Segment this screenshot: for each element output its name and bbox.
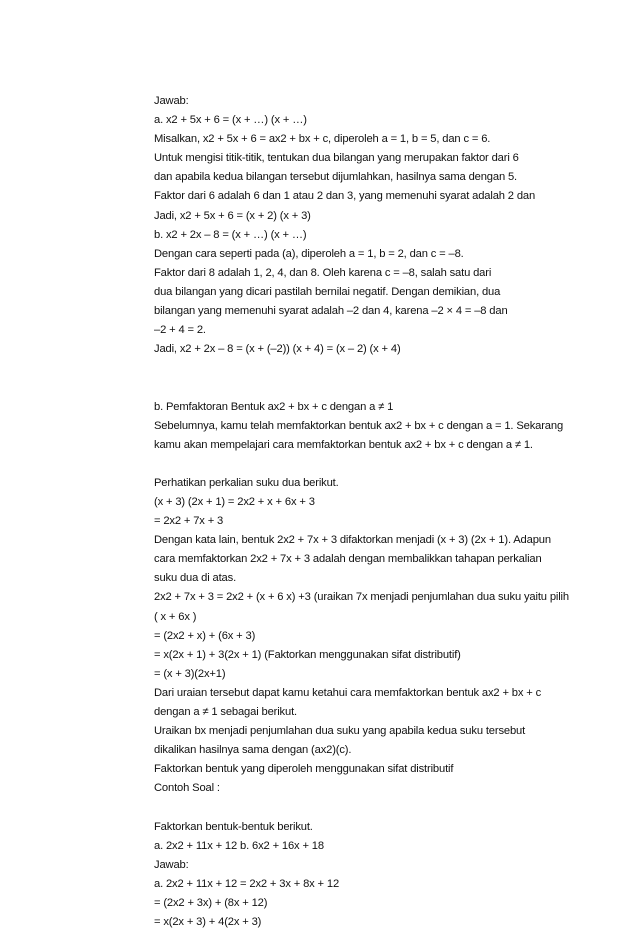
- text-line: = 2x2 + 7x + 3: [154, 515, 224, 528]
- text-line: –2 + 4 = 2.: [154, 324, 206, 337]
- text-line: = x(2x + 1) + 3(2x + 1) (Faktorkan menggunakan sifat distributif): [154, 648, 461, 661]
- text-line: Perhatikan perkalian suku dua berikut.: [154, 476, 339, 489]
- text-line: bilangan yang memenuhi syarat adalah –2 dan 4, karena –2 × 4 = –8 dan: [154, 305, 508, 318]
- text-line: Untuk mengisi titik-titik, tentukan dua bilangan yang merupakan faktor dari 6: [154, 152, 519, 165]
- text-line: cara memfaktorkan 2x2 + 7x + 3 adalah dengan membalikkan tahapan perkalian: [154, 553, 542, 566]
- text-line: Uraikan bx menjadi penjumlahan dua suku yang apabila kedua suku tersebut: [154, 725, 526, 738]
- text-line: Dari uraian tersebut dapat kamu ketahui cara memfaktorkan bentuk ax2 + bx + c: [154, 686, 542, 699]
- text-line: ( x + 6x ): [154, 610, 197, 623]
- text-line: Jadi, x2 + 2x – 8 = (x + (–2)) (x + 4) = (x – 2) (x + 4): [154, 343, 401, 356]
- text-line: = (2x2 + x) + (6x + 3): [154, 629, 256, 642]
- text-line: Dengan cara seperti pada (a), diperoleh a = 1, b = 2, dan c = –8.: [154, 247, 464, 260]
- blank-line: [154, 455, 574, 474]
- text-line: suku dua di atas.: [154, 572, 237, 585]
- text-line: 2x2 + 7x + 3 = 2x2 + (x + 6 x) +3 (uraikan 7x menjadi penjumlahan dua suku yaitu pilih: [154, 591, 569, 604]
- text-line: = x(2x + 3) + 4(2x + 3): [154, 916, 262, 929]
- text-line: a. x2 + 5x + 6 = (x + …) (x + …): [154, 114, 307, 127]
- text-line: Dengan kata lain, bentuk 2x2 + 7x + 3 difaktorkan menjadi (x + 3) (2x + 1). Adapun: [154, 534, 551, 547]
- text-line: dan apabila kedua bilangan tersebut dijumlahkan, hasilnya sama dengan 5.: [154, 171, 518, 184]
- text-line: Jadi, x2 + 5x + 6 = (x + 2) (x + 3): [154, 209, 311, 222]
- text-line: = (2x2 + 3x) + (8x + 12): [154, 896, 268, 909]
- text-line: Faktorkan bentuk-bentuk berikut.: [154, 820, 313, 833]
- text-line: (x + 3) (2x + 1) = 2x2 + x + 6x + 3: [154, 495, 315, 508]
- blank-line: [154, 359, 574, 378]
- text-line: Misalkan, x2 + 5x + 6 = ax2 + bx + c, diperoleh a = 1, b = 5, dan c = 6.: [154, 133, 491, 146]
- text-line: Contoh Soal :: [154, 782, 220, 795]
- text-line: = (x + 3)(2x+1): [154, 667, 226, 680]
- text-line: dua bilangan yang dicari pastilah bernilai negatif. Dengan demikian, dua: [154, 285, 501, 298]
- section-heading: b. Pemfaktoran Bentuk ax2 + bx + c dengan a ≠ 1: [154, 400, 394, 413]
- text-line: Sebelumnya, kamu telah memfaktorkan bentuk ax2 + bx + c dengan a = 1. Sekarang: [154, 419, 564, 432]
- text-line: Jawab:: [154, 858, 189, 871]
- blank-line: [154, 798, 574, 817]
- text-line: Faktor dari 8 adalah 1, 2, 4, dan 8. Oleh karena c = –8, salah satu dari: [154, 266, 492, 279]
- text-line: Faktorkan bentuk yang diperoleh menggunakan sifat distributif: [154, 763, 454, 776]
- text-line: Jawab:: [154, 95, 189, 107]
- text-line: a. 2x2 + 11x + 12 b. 6x2 + 16x + 18: [154, 839, 324, 852]
- text-line: dengan a ≠ 1 sebagai berikut.: [154, 706, 297, 718]
- text-line: kamu akan mempelajari cara memfaktorkan bentuk ax2 + bx + c dengan a ≠ 1.: [154, 438, 533, 451]
- document-body: [154, 92, 574, 932]
- text-line: a. 2x2 + 11x + 12 = 2x2 + 3x + 8x + 12: [154, 877, 340, 890]
- blank-line: [154, 378, 574, 397]
- text-line: b. x2 + 2x – 8 = (x + …) (x + …): [154, 228, 307, 241]
- text-line: dikalikan hasilnya sama dengan (ax2)(c).: [154, 744, 352, 757]
- text-line: Faktor dari 6 adalah 6 dan 1 atau 2 dan 3, yang memenuhi syarat adalah 2 dan: [154, 190, 536, 203]
